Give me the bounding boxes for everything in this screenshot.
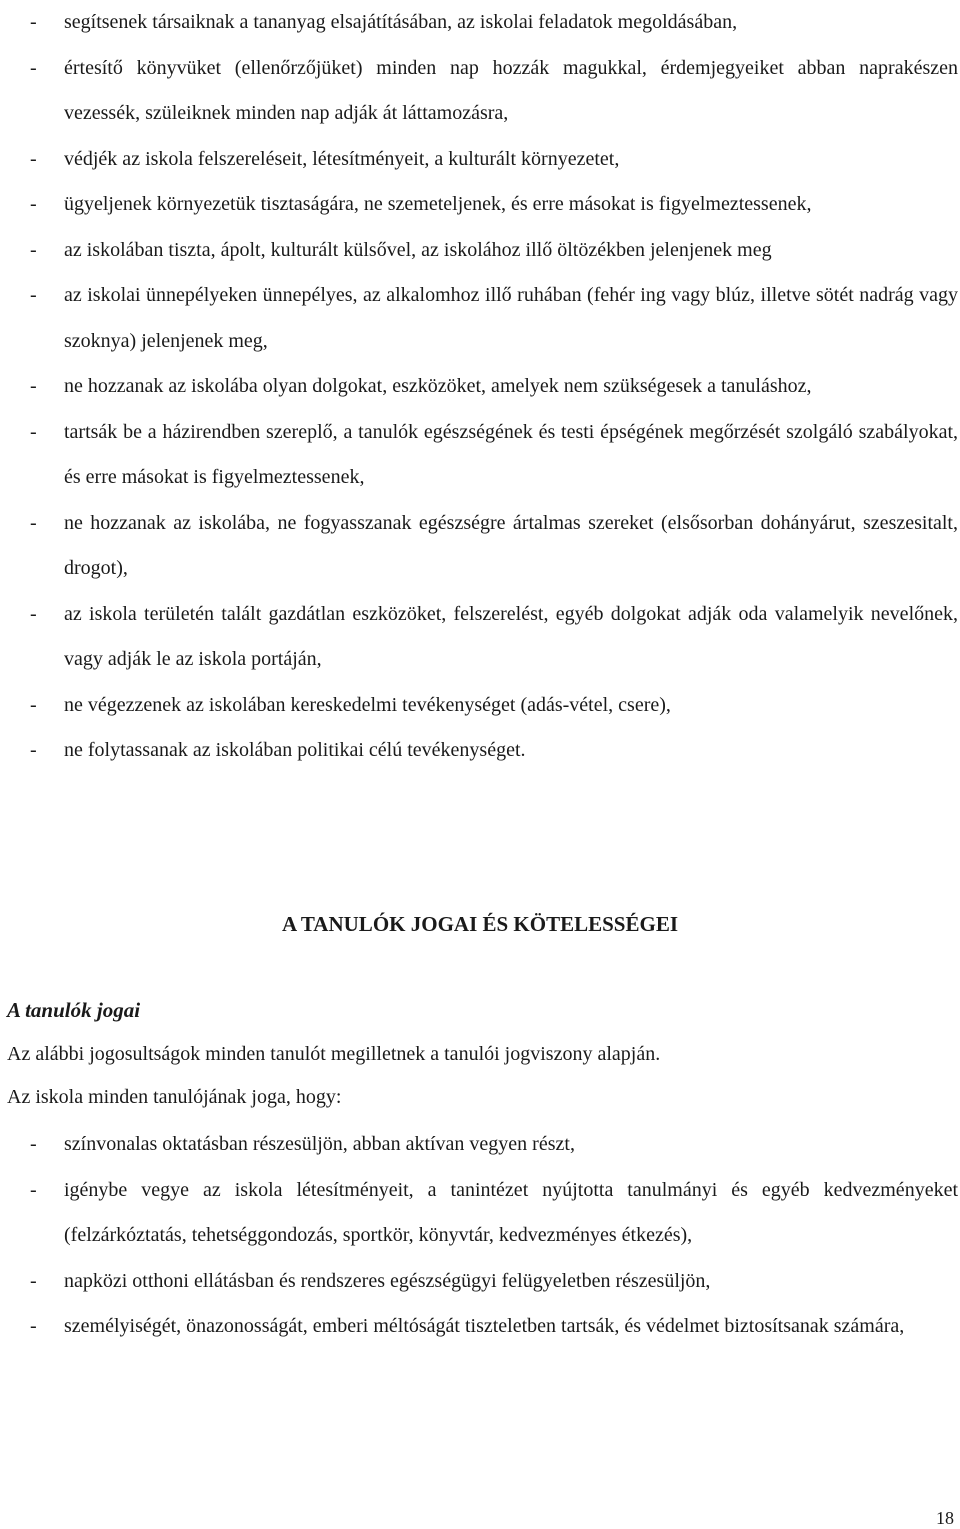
rights-lead-paragraph: Az iskola minden tanulójának joga, hogy: [7, 1086, 342, 1108]
list-item [8, 0, 958, 46]
list-item [8, 1168, 958, 1259]
list-dash: - [30, 1178, 37, 1201]
list-dash: - [30, 1133, 37, 1155]
list-item-text: ne végezzenek az iskolában kereskedelmi tevékenységet (adás-vétel, csere), [64, 693, 671, 716]
student-rights-list [8, 1122, 958, 1350]
list-item-text: az iskolai ünnepélyeken ünnepélyes, az alkalomhoz illő ruhában (fehér ing vagy blúz, illetve sötét nadrág vagy szoknya) jelenjenek meg, [64, 284, 958, 352]
list-dash: - [30, 511, 37, 534]
list-item [8, 273, 958, 364]
list-item-text: az iskolában tiszta, ápolt, kulturált külsővel, az iskolához illő öltözékben jelenjenek meg [64, 238, 772, 261]
list-item-text: személyiségét, önazonosságát, emberi méltóságát tiszteletben tartsák, és védelmet biztosítsanak számára, [64, 1315, 905, 1337]
page-number: 18 [936, 1508, 954, 1528]
list-dash: - [30, 11, 37, 33]
list-item-text: védjék az iskola felszereléseit, létesítményeit, a kulturált környezetet, [64, 147, 620, 170]
list-item-text: ne folytassanak az iskolában politikai célú tevékenységet. [64, 739, 526, 761]
list-dash: - [30, 602, 37, 625]
list-item-text: értesítő könyvüket (ellenőrzőjüket) minden nap hozzák magukkal, érdemjegyeiket abban naprakészen vezessék, szüleiknek minden nap adják át láttamozásra, [64, 56, 958, 124]
subsection-title: A tanulók jogai [7, 998, 141, 1022]
list-item [8, 1259, 958, 1305]
list-item [8, 228, 958, 274]
list-item-text: segítsenek társaiknak a tananyag elsajátításában, az iskolai feladatok megoldásában, [64, 11, 738, 33]
list-dash: - [30, 1315, 37, 1337]
list-item [8, 1122, 958, 1168]
list-dash: - [30, 739, 37, 761]
list-item-text: színvonalas oktatásban részesüljön, abban aktívan vegyen részt, [64, 1133, 575, 1155]
list-dash: - [30, 375, 37, 397]
list-item [8, 728, 958, 774]
student-duties-list [8, 0, 958, 774]
list-dash: - [30, 193, 37, 215]
list-item [8, 182, 958, 228]
list-item [8, 501, 958, 592]
list-item [8, 46, 958, 137]
list-item [8, 137, 958, 183]
list-item-text: ne hozzanak az iskolába, ne fogyasszanak egészségre ártalmas szereket (elsősorban dohányárut, szeszesitalt, drogot), [64, 511, 958, 579]
list-dash: - [30, 56, 37, 79]
list-item-text: ne hozzanak az iskolába olyan dolgokat, eszközöket, amelyek nem szükségesek a tanuláshoz, [64, 375, 812, 397]
list-item [8, 592, 958, 683]
intro-paragraph: Az alábbi jogosultságok minden tanulót megilletnek a tanulói jogviszony alapján. [7, 1043, 661, 1065]
list-item-text: napközi otthoni ellátásban és rendszeres egészségügyi felügyeletben részesüljön, [64, 1269, 711, 1292]
list-item [8, 364, 958, 410]
list-dash: - [30, 420, 37, 443]
list-item-text: igénybe vegye az iskola létesítményeit, a tanintézet nyújtotta tanulmányi és egyéb kedvezményeket (felzárkóztatás, tehetséggondozás, sportkör, könyvtár, kedvezményes étkezés), [64, 1178, 958, 1246]
list-item-text: ügyeljenek környezetük tisztaságára, ne szemeteljenek, és erre másokat is figyelmeztessenek, [64, 193, 812, 215]
list-dash: - [30, 284, 37, 306]
list-dash: - [30, 238, 37, 261]
list-dash: - [30, 147, 37, 170]
list-item [8, 1304, 958, 1350]
list-dash: - [30, 693, 37, 716]
list-item-text: tartsák be a házirendben szereplő, a tanulók egészségének és testi épségének megőrzését szolgáló szabályokat, és erre másokat is figyelmeztessenek, [64, 420, 958, 488]
list-dash: - [30, 1269, 37, 1292]
list-item-text: az iskola területén talált gazdátlan eszközöket, felszerelést, egyéb dolgokat adják oda valamelyik nevelőnek, vagy adják le az iskola portáján, [64, 602, 958, 670]
list-item [8, 683, 958, 729]
section-heading: A TANULÓK JOGAI ÉS KÖTELESSÉGEI [281, 912, 679, 936]
list-item [8, 410, 958, 501]
